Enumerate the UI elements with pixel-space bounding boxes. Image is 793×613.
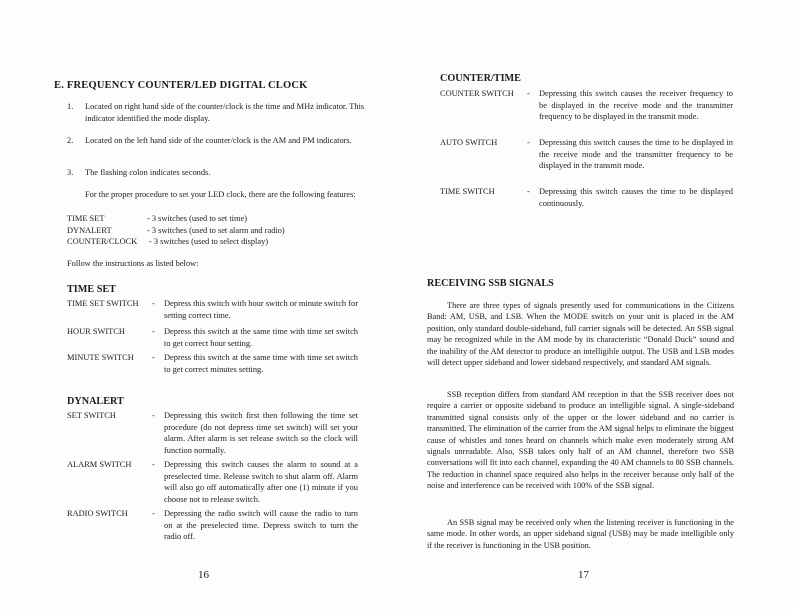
switch-desc: Depressing the radio switch will cause the radio to turn on at the preselected time. Depress switch to turn the radio off. — [164, 509, 358, 542]
switch-dash: - — [152, 353, 155, 362]
switch-dash: - — [527, 89, 530, 98]
feature-name: TIME SET — [67, 214, 105, 223]
list-item-text: Located on right hand side of the counter/clock is the time and MHz indicator. This indicator identified the mode display. — [85, 102, 365, 123]
switch-name: HOUR SWITCH — [67, 327, 125, 336]
follow-text: Follow the instructions as listed below: — [67, 259, 199, 268]
section-title: E. FREQUENCY COUNTER/LED DIGITAL CLOCK — [54, 80, 308, 91]
switch-name: TIME SWITCH — [440, 187, 495, 196]
list-item-text: The flashing colon indicates seconds. — [85, 168, 211, 177]
switch-row — [67, 410, 362, 458]
features-list — [67, 213, 367, 249]
switch-desc: Depress this switch at the same time with time set switch to get correct minutes setting. — [164, 353, 358, 374]
switch-dash: - — [527, 187, 530, 196]
list-item-number: 2. — [67, 136, 74, 145]
feature-name: COUNTER/CLOCK — [67, 237, 138, 247]
list-item-number: 1. — [67, 102, 74, 111]
page-number: 17 — [578, 569, 589, 581]
ssb-paragraph: There are three types of signals presently used for communications in the Citizens Band: AM, USB, and LSB. When the MODE switch on your unit is placed in the AM position, only standard double-sideband, full carrier signals will be detected. An SSB signal may be recognized while in the AM mode by its characteristic “Donald Duck” sound and the inability of the AM detector to produce an intelligible output. The USB and LSB modes will detect upper sideband and lower sideband respectively, and standard AM signals. — [427, 301, 734, 368]
switch-row — [67, 326, 362, 350]
ssb-heading: RECEIVING SSB SIGNALS — [427, 278, 554, 289]
switch-name: AUTO SWITCH — [440, 138, 498, 147]
time-set-heading: TIME SET — [67, 284, 116, 295]
switch-name: RADIO SWITCH — [67, 509, 128, 518]
switch-desc: Depress this switch at the same time with time set switch to get correct hour setting. — [164, 327, 358, 348]
switch-desc: Depressing this switch first then following the time set procedure (do not depress time set switch) will set your alarm. After alarm is set release switch so the clock will function normally. — [164, 411, 358, 455]
switch-name: MINUTE SWITCH — [67, 353, 134, 362]
switch-desc: Depressing this switch causes the receiver frequency to be displayed in the receive mode and the transmitter frequency to be displayed in the transmit mode. — [539, 89, 733, 122]
switch-name: TIME SET SWITCH — [67, 299, 139, 308]
switch-name: SET SWITCH — [67, 411, 116, 420]
list-item-text: Located on the left hand side of the counter/clock is the AM and PM indicators. — [85, 136, 352, 145]
page-number: 16 — [198, 569, 209, 581]
counter-time-heading: COUNTER/TIME — [440, 73, 521, 84]
switch-name: ALARM SWITCH — [67, 460, 132, 469]
ssb-paragraph: An SSB signal may be received only when the listening receiver is functioning in the same mode. In other words, an upper sideband signal (USB) may be made intelligible only if the receiver is functioning in the USB position. — [427, 518, 734, 550]
ssb-paragraph: SSB reception differs from standard AM reception in that the SSB receiver does not require a carrier or opposite sideband to produce an intelligible signal. A single-sideband transmitted signal consists only of the upper or the lower sideband and no carrier is transmitted. The elimination of the carrier from the AM signal helps to eliminate the biggest cause of whistles and tones heard on channels which make even moderately strong AM signals unreadable. Also, SSB takes only half of an AM channel, therefore two SSB conversations will fit into each channel, expanding the 40 AM channels to 80 SSB channels. The reduction in channel space required also helps in the receiver because only half of the noise and interference can be received with 100% of the SSB signal. — [427, 390, 734, 491]
switch-desc: Depressing this switch causes the time to be displayed continuously. — [539, 187, 733, 208]
switch-dash: - — [152, 460, 155, 469]
list-item — [67, 135, 367, 159]
switch-row — [67, 352, 362, 376]
switch-desc: Depressing this switch causes the alarm to sound at a preselected time. Release switch to shut alarm off. Alarm will also go off automatically after one (1) minute if you choose not to release switch. — [164, 460, 358, 504]
list-item-number: 3. — [67, 168, 74, 177]
switch-dash: - — [152, 299, 155, 308]
switch-row — [67, 459, 362, 507]
feature-desc: - 3 switches (used to set alarm and radio) — [147, 225, 285, 235]
dynalert-heading: DYNALERT — [67, 396, 124, 407]
feature-desc: - 3 switches (used to set time) — [147, 214, 248, 223]
switch-name: COUNTER SWITCH — [440, 89, 514, 98]
switch-desc: Depressing this switch causes the time to be displayed in the receive mode and the transmitter frequency to be displayed in the transmit mode. — [539, 138, 733, 171]
switch-row — [67, 298, 362, 322]
procedure-text: For the proper procedure to set your LED clock, there are the following features: — [85, 190, 356, 199]
switch-row — [440, 137, 740, 185]
switch-dash: - — [152, 509, 155, 518]
feature-name: DYNALERT — [67, 225, 112, 235]
list-item — [67, 101, 367, 125]
feature-desc: - 3 switches (used to select display) — [149, 237, 269, 247]
switch-row — [67, 508, 362, 544]
switch-row — [440, 88, 740, 136]
list-item — [67, 167, 367, 179]
switch-dash: - — [152, 327, 155, 336]
switch-dash: - — [152, 411, 155, 420]
switch-row — [440, 186, 740, 210]
switch-dash: - — [527, 138, 530, 147]
switch-desc: Depress this switch with hour switch or minute switch for setting correct time. — [164, 299, 358, 320]
